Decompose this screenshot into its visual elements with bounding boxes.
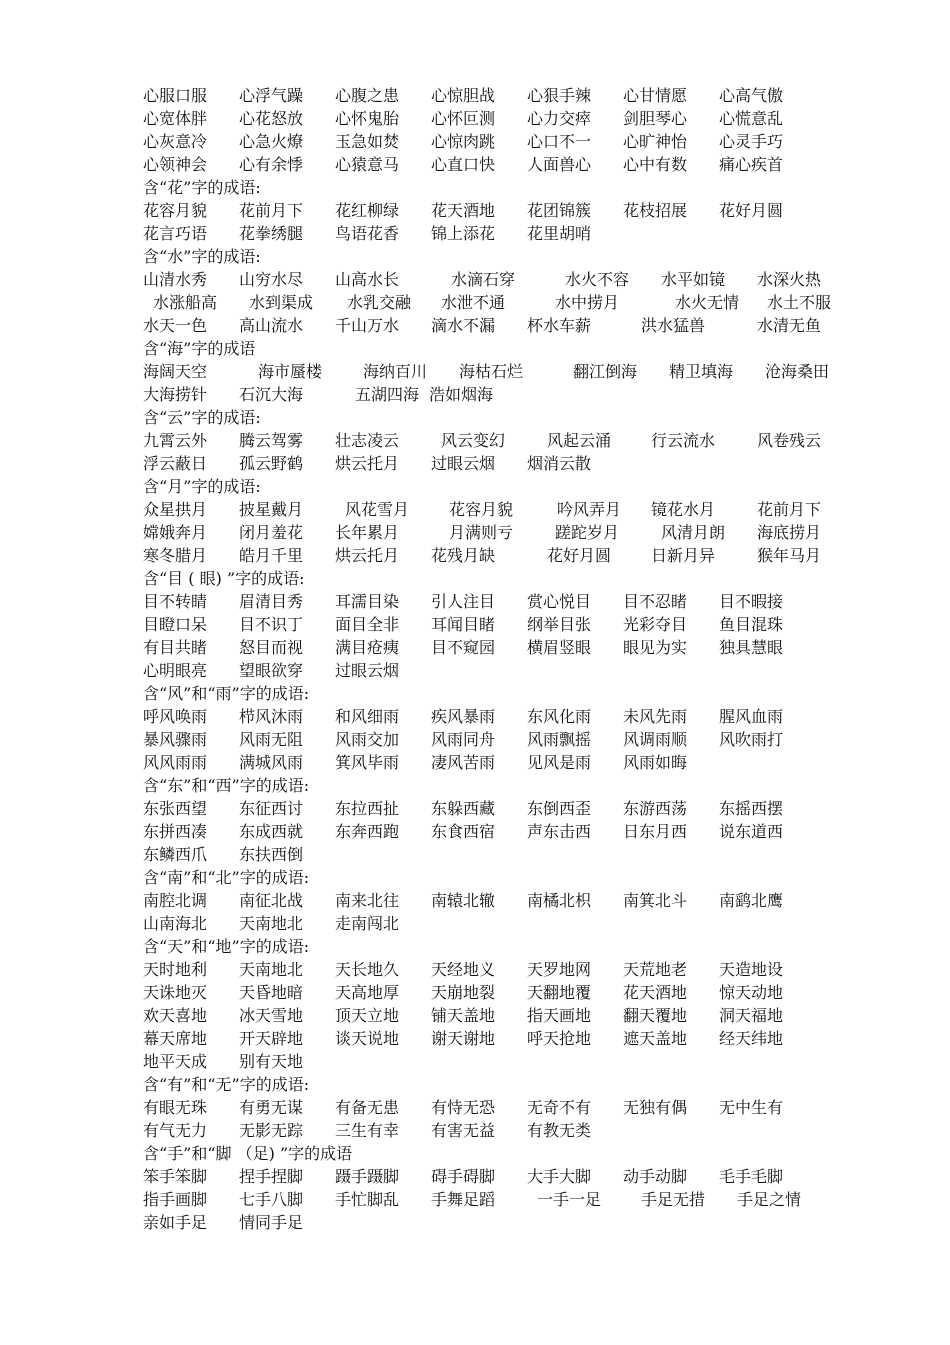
idiom: 东拉西扯 <box>335 799 400 818</box>
idiom: 呼天抢地 <box>527 1029 592 1048</box>
idiom: 独具慧眼 <box>719 638 784 657</box>
idiom: 笨手笨脚 <box>143 1167 208 1186</box>
idiom: 山清水秀 <box>143 270 208 289</box>
section-heading: 含“南”和“北”字的成语: <box>143 868 310 887</box>
idiom: 惊天动地 <box>719 983 784 1002</box>
idiom: 谢天谢地 <box>431 1029 496 1048</box>
idiom: 东张西望 <box>143 799 208 818</box>
idiom: 花前月下 <box>239 201 304 220</box>
idiom: 翻江倒海 <box>573 362 638 381</box>
idiom: 南箕北斗 <box>623 891 688 910</box>
idiom: 声东击西 <box>527 822 592 841</box>
idiom: 说东道西 <box>719 822 784 841</box>
idiom: 有眼无珠 <box>143 1098 208 1117</box>
idiom: 纲举目张 <box>527 615 592 634</box>
idiom: 走南闯北 <box>335 914 400 933</box>
idiom: 风调雨顺 <box>623 730 688 749</box>
idiom: 碍手碍脚 <box>431 1167 496 1186</box>
idiom: 花容月貌 <box>143 201 208 220</box>
idiom: 花枝招展 <box>623 201 688 220</box>
idiom: 呼风唤雨 <box>143 707 208 726</box>
idiom: 风卷残云 <box>757 431 822 450</box>
idiom: 目瞪口呆 <box>143 615 208 634</box>
idiom: 心服口服 <box>143 86 208 105</box>
idiom: 引人注目 <box>431 592 496 611</box>
idiom: 天南地北 <box>239 960 304 979</box>
idiom: 心惊肉跳 <box>431 132 496 151</box>
idiom: 过眼云烟 <box>431 454 496 473</box>
idiom: 东风化雨 <box>527 707 592 726</box>
section-heading: 含“东”和“西”字的成语: <box>143 776 310 795</box>
idiom: 风花雪月 <box>345 500 410 519</box>
idiom: 心中有数 <box>623 155 688 174</box>
idiom: 心怀叵测 <box>431 109 496 128</box>
idiom: 满城风雨 <box>239 753 304 772</box>
section-heading: 含“目 ( 眼) ”字的成语: <box>143 569 305 588</box>
idiom: 七手八脚 <box>239 1190 304 1209</box>
idiom: 东奔西跑 <box>335 822 400 841</box>
idiom: 蹉跎岁月 <box>555 523 620 542</box>
idiom: 花红柳绿 <box>335 201 400 220</box>
idiom: 众星拱月 <box>143 500 208 519</box>
idiom: 无奇不有 <box>527 1098 592 1117</box>
idiom: 精卫填海 <box>669 362 734 381</box>
idiom: 心浮气躁 <box>239 86 304 105</box>
idiom: 指天画地 <box>527 1006 592 1025</box>
idiom: 鸟语花香 <box>335 224 400 243</box>
idiom: 横眉竖眼 <box>527 638 592 657</box>
idiom: 心花怒放 <box>239 109 304 128</box>
idiom: 吟风弄月 <box>557 500 622 519</box>
idiom: 亲如手足 <box>143 1213 208 1232</box>
idiom: 未风先雨 <box>623 707 688 726</box>
idiom: 怒目而视 <box>239 638 304 657</box>
idiom: 手足无措 <box>641 1190 706 1209</box>
idiom: 风风雨雨 <box>143 753 208 772</box>
idiom: 花天酒地 <box>623 983 688 1002</box>
idiom: 花残月缺 <box>431 546 496 565</box>
idiom: 花容月貌 <box>449 500 514 519</box>
idiom: 花前月下 <box>757 500 822 519</box>
idiom: 玉急如焚 <box>335 132 400 151</box>
idiom: 心领神会 <box>143 155 208 174</box>
idiom: 洪水猛兽 <box>641 316 706 335</box>
idiom: 见风是雨 <box>527 753 592 772</box>
idiom: 眉清目秀 <box>239 592 304 611</box>
idiom: 和风细雨 <box>335 707 400 726</box>
idiom: 寒冬腊月 <box>143 546 208 565</box>
idiom: 心力交瘁 <box>527 109 592 128</box>
idiom: 大手大脚 <box>527 1167 592 1186</box>
idiom: 水乳交融 <box>347 293 412 312</box>
idiom: 水涨船高 <box>153 293 218 312</box>
idiom: 花团锦簇 <box>527 201 592 220</box>
idiom: 锦上添花 <box>431 224 496 243</box>
idiom: 高山流水 <box>239 316 304 335</box>
idiom: 幕天席地 <box>143 1029 208 1048</box>
section-heading: 含“海”字的成语 <box>143 339 256 358</box>
idiom: 花好月圆 <box>719 201 784 220</box>
idiom: 目不窥园 <box>431 638 496 657</box>
idiom: 腾云驾雾 <box>239 431 304 450</box>
idiom: 山高水长 <box>335 270 400 289</box>
idiom: 风吹雨打 <box>719 730 784 749</box>
idiom: 目不忍睹 <box>623 592 688 611</box>
idiom: 地平天成 <box>143 1052 208 1071</box>
idiom: 翻天覆地 <box>623 1006 688 1025</box>
idiom: 海底捞月 <box>757 523 822 542</box>
idiom: 天造地设 <box>719 960 784 979</box>
idiom: 披星戴月 <box>239 500 304 519</box>
idiom: 南橘北枳 <box>527 891 592 910</box>
idiom: 南征北战 <box>239 891 304 910</box>
idiom: 千山万水 <box>335 316 400 335</box>
idiom: 壮志凌云 <box>335 431 400 450</box>
idiom: 暴风骤雨 <box>143 730 208 749</box>
idiom: 无中生有 <box>719 1098 784 1117</box>
idiom: 捏手捏脚 <box>239 1167 304 1186</box>
idiom: 东食西宿 <box>431 822 496 841</box>
idiom: 有备无患 <box>335 1098 400 1117</box>
idiom: 痛心疾首 <box>719 155 784 174</box>
idiom: 皓月千里 <box>239 546 304 565</box>
idiom: 浮云蔽日 <box>143 454 208 473</box>
section-heading: 含“风”和“雨”字的成语: <box>143 684 310 703</box>
idiom: 东躲西藏 <box>431 799 496 818</box>
section-heading: 含“手”和“脚 （足) ”字的成语 <box>143 1144 353 1163</box>
idiom: 疾风暴雨 <box>431 707 496 726</box>
idiom: 无独有偶 <box>623 1098 688 1117</box>
idiom: 栉风沐雨 <box>239 707 304 726</box>
idiom: 天荒地老 <box>623 960 688 979</box>
idiom: 手忙脚乱 <box>335 1190 400 1209</box>
idiom: 海纳百川 <box>363 362 428 381</box>
idiom: 有目共睹 <box>143 638 208 657</box>
idiom: 东摇西摆 <box>719 799 784 818</box>
idiom: 行云流水 <box>651 431 716 450</box>
idiom: 烘云托月 <box>335 454 400 473</box>
idiom: 东拼西凑 <box>143 822 208 841</box>
idiom: 水火无情 <box>675 293 740 312</box>
section-heading: 含“月”字的成语: <box>143 477 261 496</box>
idiom: 南辕北辙 <box>431 891 496 910</box>
idiom: 东倒西歪 <box>527 799 592 818</box>
idiom: 人面兽心 <box>527 155 592 174</box>
idiom: 天罗地网 <box>527 960 592 979</box>
idiom: 欢天喜地 <box>143 1006 208 1025</box>
idiom: 顶天立地 <box>335 1006 400 1025</box>
idiom: 海枯石烂 <box>459 362 524 381</box>
idiom: 谈天说地 <box>335 1029 400 1048</box>
idiom: 浩如烟海 <box>429 385 494 404</box>
idiom: 花言巧语 <box>143 224 208 243</box>
idiom: 滴水不漏 <box>431 316 496 335</box>
idiom: 心高气傲 <box>719 86 784 105</box>
idiom: 水深火热 <box>757 270 822 289</box>
idiom: 水中捞月 <box>555 293 620 312</box>
idiom: 心灰意冷 <box>143 132 208 151</box>
idiom: 心急火燎 <box>239 132 304 151</box>
idiom: 毛手毛脚 <box>719 1167 784 1186</box>
idiom: 一手一足 <box>537 1190 602 1209</box>
idiom: 三生有幸 <box>335 1121 400 1140</box>
idiom: 五湖四海 <box>355 385 420 404</box>
idiom: 耳濡目染 <box>335 592 400 611</box>
idiom: 有教无类 <box>527 1121 592 1140</box>
idiom: 洞天福地 <box>719 1006 784 1025</box>
idiom: 别有天地 <box>239 1052 304 1071</box>
idiom: 嫦娥奔月 <box>143 523 208 542</box>
idiom: 水到渠成 <box>249 293 314 312</box>
idiom: 花拳绣腿 <box>239 224 304 243</box>
idiom: 月满则亏 <box>449 523 514 542</box>
idiom: 无影无踪 <box>239 1121 304 1140</box>
idiom: 指手画脚 <box>143 1190 208 1209</box>
idiom: 箕风毕雨 <box>335 753 400 772</box>
idiom: 腥风血雨 <box>719 707 784 726</box>
idiom: 耳闻目睹 <box>431 615 496 634</box>
idiom: 过眼云烟 <box>335 661 400 680</box>
idiom: 水土不服 <box>767 293 832 312</box>
idiom: 心明眼亮 <box>143 661 208 680</box>
idiom: 心有余悸 <box>239 155 304 174</box>
idiom: 大海捞针 <box>143 385 208 404</box>
idiom: 天翻地覆 <box>527 983 592 1002</box>
idiom: 石沉大海 <box>239 385 304 404</box>
idiom: 海阔天空 <box>143 362 208 381</box>
idiom: 花里胡哨 <box>527 224 592 243</box>
idiom: 望眼欲穿 <box>239 661 304 680</box>
idiom: 心直口快 <box>431 155 496 174</box>
idiom: 心口不一 <box>527 132 592 151</box>
idiom: 海市蜃楼 <box>258 362 323 381</box>
idiom: 目不暇接 <box>719 592 784 611</box>
idiom: 闭月羞花 <box>239 523 304 542</box>
idiom: 剑胆琴心 <box>623 109 688 128</box>
idiom: 光彩夺目 <box>623 615 688 634</box>
idiom: 目不识丁 <box>239 615 304 634</box>
idiom: 心狠手辣 <box>527 86 592 105</box>
idiom: 南腔北调 <box>143 891 208 910</box>
idiom: 天崩地裂 <box>431 983 496 1002</box>
idiom: 风雨飘摇 <box>527 730 592 749</box>
idiom: 风雨无阻 <box>239 730 304 749</box>
idiom: 铺天盖地 <box>431 1006 496 1025</box>
idiom: 面目全非 <box>335 615 400 634</box>
idiom: 满目疮痍 <box>335 638 400 657</box>
idiom: 天经地义 <box>431 960 496 979</box>
idiom: 水泄不通 <box>441 293 506 312</box>
idiom: 花天酒地 <box>431 201 496 220</box>
idiom: 有害无益 <box>431 1121 496 1140</box>
idiom: 心腹之患 <box>335 86 400 105</box>
idiom: 风云变幻 <box>441 431 506 450</box>
idiom: 天高地厚 <box>335 983 400 1002</box>
section-heading: 含“有”和“无”字的成语: <box>143 1075 310 1094</box>
idiom: 九霄云外 <box>143 431 208 450</box>
idiom: 心旷神怡 <box>623 132 688 151</box>
idiom: 冰天雪地 <box>239 1006 304 1025</box>
section-heading: 含“云”字的成语: <box>143 408 261 427</box>
idiom: 东扶西倒 <box>239 845 304 864</box>
idiom: 东游西荡 <box>623 799 688 818</box>
idiom: 凄风苦雨 <box>431 753 496 772</box>
idiom: 心灵手巧 <box>719 132 784 151</box>
idiom: 风雨同舟 <box>431 730 496 749</box>
idiom: 心怀鬼胎 <box>335 109 400 128</box>
idiom: 水平如镜 <box>661 270 726 289</box>
section-heading: 含“天”和“地”字的成语: <box>143 937 310 956</box>
idiom: 水清无鱼 <box>757 316 822 335</box>
idiom: 猴年马月 <box>757 546 822 565</box>
idiom: 手舞足蹈 <box>431 1190 496 1209</box>
idiom: 南鹞北鹰 <box>719 891 784 910</box>
idiom: 有气无力 <box>143 1121 208 1140</box>
idiom: 蹑手蹑脚 <box>335 1167 400 1186</box>
idiom: 日新月异 <box>651 546 716 565</box>
section-heading: 含“花”字的成语: <box>143 178 261 197</box>
idiom: 风雨交加 <box>335 730 400 749</box>
idiom: 鱼目混珠 <box>719 615 784 634</box>
idiom: 水滴石穿 <box>451 270 516 289</box>
idiom: 目不转睛 <box>143 592 208 611</box>
idiom: 孤云野鹤 <box>239 454 304 473</box>
idiom: 长年累月 <box>335 523 400 542</box>
idiom: 南来北往 <box>335 891 400 910</box>
idiom: 开天辟地 <box>239 1029 304 1048</box>
idiom: 有恃无恐 <box>431 1098 496 1117</box>
idiom: 赏心悦目 <box>527 592 592 611</box>
idiom: 沧海桑田 <box>765 362 830 381</box>
idiom: 天时地利 <box>143 960 208 979</box>
idiom: 杯水车薪 <box>527 316 592 335</box>
idiom: 风清月朗 <box>661 523 726 542</box>
idiom: 镜花水月 <box>651 500 716 519</box>
idiom: 眼见为实 <box>623 638 688 657</box>
idiom: 手足之情 <box>737 1190 802 1209</box>
idiom: 天昏地暗 <box>239 983 304 1002</box>
idiom: 天诛地灭 <box>143 983 208 1002</box>
idiom: 情同手足 <box>239 1213 304 1232</box>
idiom: 心宽体胖 <box>143 109 208 128</box>
idiom: 天长地久 <box>335 960 400 979</box>
idiom: 天南地北 <box>239 914 304 933</box>
idiom: 动手动脚 <box>623 1167 688 1186</box>
idiom: 日东月西 <box>623 822 688 841</box>
idiom: 心甘情愿 <box>623 86 688 105</box>
idiom: 山南海北 <box>143 914 208 933</box>
idiom: 水火不容 <box>565 270 630 289</box>
idiom: 东成西就 <box>239 822 304 841</box>
idiom: 烘云托月 <box>335 546 400 565</box>
idiom: 心慌意乱 <box>719 109 784 128</box>
idiom: 风起云涌 <box>547 431 612 450</box>
idiom: 心猿意马 <box>335 155 400 174</box>
idiom: 东征西讨 <box>239 799 304 818</box>
idiom: 花好月圆 <box>547 546 612 565</box>
idiom: 心惊胆战 <box>431 86 496 105</box>
section-heading: 含“水”字的成语: <box>143 247 261 266</box>
idiom: 水天一色 <box>143 316 208 335</box>
idiom: 经天纬地 <box>719 1029 784 1048</box>
idiom: 东鳞西爪 <box>143 845 208 864</box>
idiom: 山穷水尽 <box>239 270 304 289</box>
idiom: 风雨如晦 <box>623 753 688 772</box>
idiom: 有勇无谋 <box>239 1098 304 1117</box>
idiom: 烟消云散 <box>527 454 592 473</box>
idiom: 遮天盖地 <box>623 1029 688 1048</box>
